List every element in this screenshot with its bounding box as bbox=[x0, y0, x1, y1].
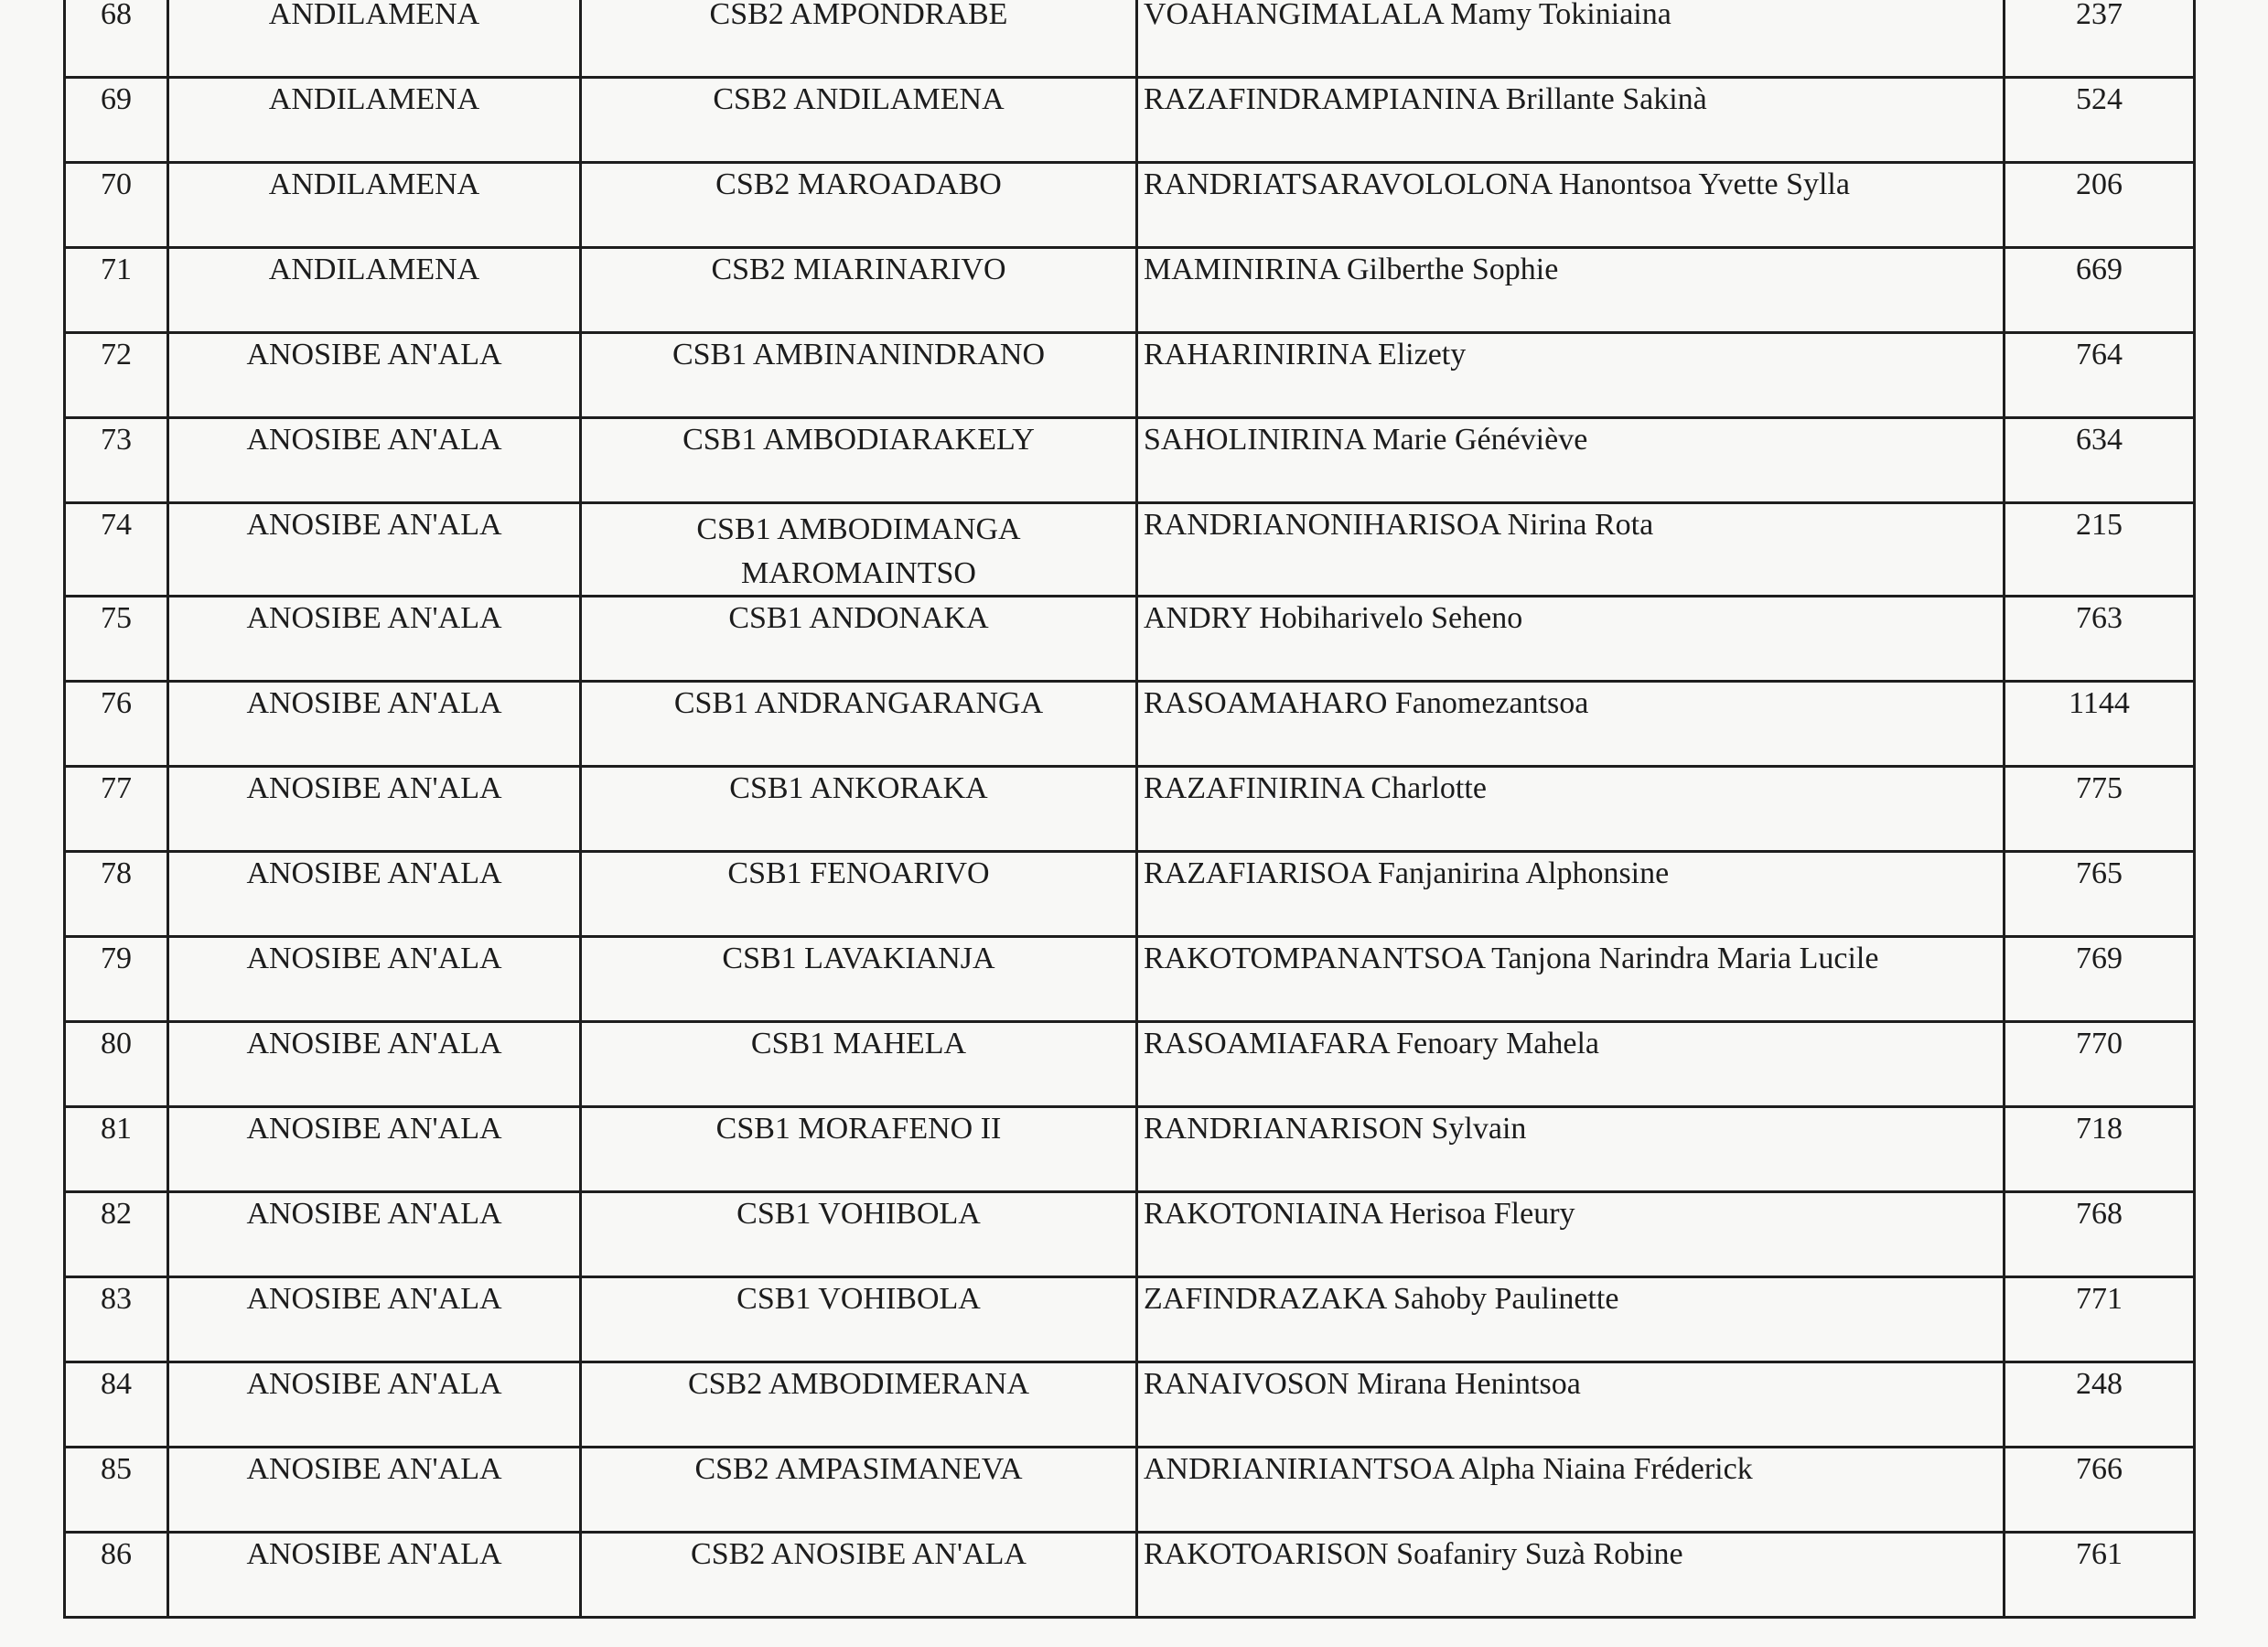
district-name: ANOSIBE AN'ALA bbox=[168, 767, 581, 852]
row-number: 72 bbox=[65, 333, 168, 418]
row-number: 82 bbox=[65, 1192, 168, 1277]
person-name: VOAHANGIMALALA Mamy Tokiniaina bbox=[1137, 0, 2005, 78]
health-center-name: CSB1 MAHELA bbox=[581, 1022, 1137, 1107]
district-name: ANOSIBE AN'ALA bbox=[168, 852, 581, 937]
district-name: ANOSIBE AN'ALA bbox=[168, 1448, 581, 1533]
code-number: 763 bbox=[2005, 597, 2195, 682]
district-name: ANOSIBE AN'ALA bbox=[168, 1192, 581, 1277]
table-row bbox=[65, 1277, 2195, 1362]
table-row bbox=[65, 163, 2195, 248]
table-row bbox=[65, 1533, 2195, 1618]
health-center-name: CSB1 AMBODIMANGA MAROMAINTSO bbox=[581, 503, 1137, 597]
code-number: 237 bbox=[2005, 0, 2195, 78]
district-name: ANOSIBE AN'ALA bbox=[168, 682, 581, 767]
person-name: RASOAMIAFARA Fenoary Mahela bbox=[1137, 1022, 2005, 1107]
health-center-name: CSB2 MIARINARIVO bbox=[581, 248, 1137, 333]
table-row bbox=[65, 1107, 2195, 1192]
row-number: 75 bbox=[65, 597, 168, 682]
row-number: 85 bbox=[65, 1448, 168, 1533]
code-number: 768 bbox=[2005, 1192, 2195, 1277]
health-center-name: CSB1 FENOARIVO bbox=[581, 852, 1137, 937]
code-number: 770 bbox=[2005, 1022, 2195, 1107]
person-name: RAKOTOARISON Soafaniry Suzà Robine bbox=[1137, 1533, 2005, 1618]
row-number: 69 bbox=[65, 78, 168, 163]
table-row bbox=[65, 1192, 2195, 1277]
code-number: 634 bbox=[2005, 418, 2195, 503]
registry-table bbox=[63, 0, 2196, 1619]
health-center-name: CSB2 ANDILAMENA bbox=[581, 78, 1137, 163]
district-name: ANOSIBE AN'ALA bbox=[168, 1277, 581, 1362]
person-name: SAHOLINIRINA Marie Généviève bbox=[1137, 418, 2005, 503]
person-name: ANDRIANIRIANTSOA Alpha Niaina Fréderick bbox=[1137, 1448, 2005, 1533]
health-center-name: CSB1 ANDRANGARANGA bbox=[581, 682, 1137, 767]
person-name: RANAIVOSON Mirana Henintsoa bbox=[1137, 1362, 2005, 1448]
district-name: ANOSIBE AN'ALA bbox=[168, 1362, 581, 1448]
health-center-name: CSB1 ANKORAKA bbox=[581, 767, 1137, 852]
health-center-name: CSB1 LAVAKIANJA bbox=[581, 937, 1137, 1022]
person-name: RAZAFINDRAMPIANINA Brillante Sakinà bbox=[1137, 78, 2005, 163]
district-name: ANOSIBE AN'ALA bbox=[168, 937, 581, 1022]
person-name: RANDRIANONIHARISOA Nirina Rota bbox=[1137, 503, 2005, 597]
district-name: ANOSIBE AN'ALA bbox=[168, 1107, 581, 1192]
person-name: RAKOTOMPANANTSOA Tanjona Narindra Maria Lucile bbox=[1137, 937, 2005, 1022]
district-name: ANOSIBE AN'ALA bbox=[168, 1533, 581, 1618]
health-center-name: CSB1 ANDONAKA bbox=[581, 597, 1137, 682]
table-row bbox=[65, 1448, 2195, 1533]
row-number: 76 bbox=[65, 682, 168, 767]
table-row bbox=[65, 597, 2195, 682]
health-center-name: CSB2 ANOSIBE AN'ALA bbox=[581, 1533, 1137, 1618]
person-name: RAKOTONIAINA Herisoa Fleury bbox=[1137, 1192, 2005, 1277]
district-name: ANOSIBE AN'ALA bbox=[168, 1022, 581, 1107]
table-row bbox=[65, 0, 2195, 78]
table-row bbox=[65, 333, 2195, 418]
code-number: 718 bbox=[2005, 1107, 2195, 1192]
health-center-name: CSB2 AMBODIMERANA bbox=[581, 1362, 1137, 1448]
person-name: RASOAMAHARO Fanomezantsoa bbox=[1137, 682, 2005, 767]
health-center-name: CSB1 VOHIBOLA bbox=[581, 1277, 1137, 1362]
person-name: RAZAFINIRINA Charlotte bbox=[1137, 767, 2005, 852]
person-name: MAMINIRINA Gilberthe Sophie bbox=[1137, 248, 2005, 333]
district-name: ANOSIBE AN'ALA bbox=[168, 333, 581, 418]
health-center-name: CSB2 AMPASIMANEVA bbox=[581, 1448, 1137, 1533]
row-number: 77 bbox=[65, 767, 168, 852]
row-number: 70 bbox=[65, 163, 168, 248]
person-name: RAHARINIRINA Elizety bbox=[1137, 333, 2005, 418]
table-row bbox=[65, 418, 2195, 503]
row-number: 79 bbox=[65, 937, 168, 1022]
row-number: 78 bbox=[65, 852, 168, 937]
code-number: 766 bbox=[2005, 1448, 2195, 1533]
code-number: 1144 bbox=[2005, 682, 2195, 767]
health-center-name: CSB1 AMBODIARAKELY bbox=[581, 418, 1137, 503]
code-number: 765 bbox=[2005, 852, 2195, 937]
table-row bbox=[65, 503, 2195, 597]
table-row bbox=[65, 682, 2195, 767]
code-number: 206 bbox=[2005, 163, 2195, 248]
table-row bbox=[65, 937, 2195, 1022]
person-name: ZAFINDRAZAKA Sahoby Paulinette bbox=[1137, 1277, 2005, 1362]
code-number: 524 bbox=[2005, 78, 2195, 163]
code-number: 771 bbox=[2005, 1277, 2195, 1362]
district-name: ANDILAMENA bbox=[168, 163, 581, 248]
health-center-name: CSB2 MAROADABO bbox=[581, 163, 1137, 248]
table-row bbox=[65, 1022, 2195, 1107]
district-name: ANOSIBE AN'ALA bbox=[168, 597, 581, 682]
table-row bbox=[65, 852, 2195, 937]
district-name: ANDILAMENA bbox=[168, 248, 581, 333]
row-number: 73 bbox=[65, 418, 168, 503]
code-number: 215 bbox=[2005, 503, 2195, 597]
table-row bbox=[65, 248, 2195, 333]
health-center-name: CSB1 MORAFENO II bbox=[581, 1107, 1137, 1192]
row-number: 83 bbox=[65, 1277, 168, 1362]
code-number: 761 bbox=[2005, 1533, 2195, 1618]
district-name: ANDILAMENA bbox=[168, 0, 581, 78]
row-number: 71 bbox=[65, 248, 168, 333]
health-center-name: CSB1 VOHIBOLA bbox=[581, 1192, 1137, 1277]
table-row bbox=[65, 78, 2195, 163]
table-row bbox=[65, 767, 2195, 852]
person-name: RAZAFIARISOA Fanjanirina Alphonsine bbox=[1137, 852, 2005, 937]
person-name: RANDRIANARISON Sylvain bbox=[1137, 1107, 2005, 1192]
code-number: 769 bbox=[2005, 937, 2195, 1022]
table-row bbox=[65, 1362, 2195, 1448]
row-number: 84 bbox=[65, 1362, 168, 1448]
row-number: 86 bbox=[65, 1533, 168, 1618]
district-name: ANOSIBE AN'ALA bbox=[168, 418, 581, 503]
code-number: 775 bbox=[2005, 767, 2195, 852]
row-number: 68 bbox=[65, 0, 168, 78]
person-name: RANDRIATSARAVOLOLONA Hanontsoa Yvette Sylla bbox=[1137, 163, 2005, 248]
district-name: ANOSIBE AN'ALA bbox=[168, 503, 581, 597]
district-name: ANDILAMENA bbox=[168, 78, 581, 163]
code-number: 248 bbox=[2005, 1362, 2195, 1448]
code-number: 669 bbox=[2005, 248, 2195, 333]
row-number: 81 bbox=[65, 1107, 168, 1192]
code-number: 764 bbox=[2005, 333, 2195, 418]
row-number: 74 bbox=[65, 503, 168, 597]
person-name: ANDRY Hobiharivelo Seheno bbox=[1137, 597, 2005, 682]
health-center-name: CSB1 AMBINANINDRANO bbox=[581, 333, 1137, 418]
health-center-name: CSB2 AMPONDRABE bbox=[581, 0, 1137, 78]
row-number: 80 bbox=[65, 1022, 168, 1107]
